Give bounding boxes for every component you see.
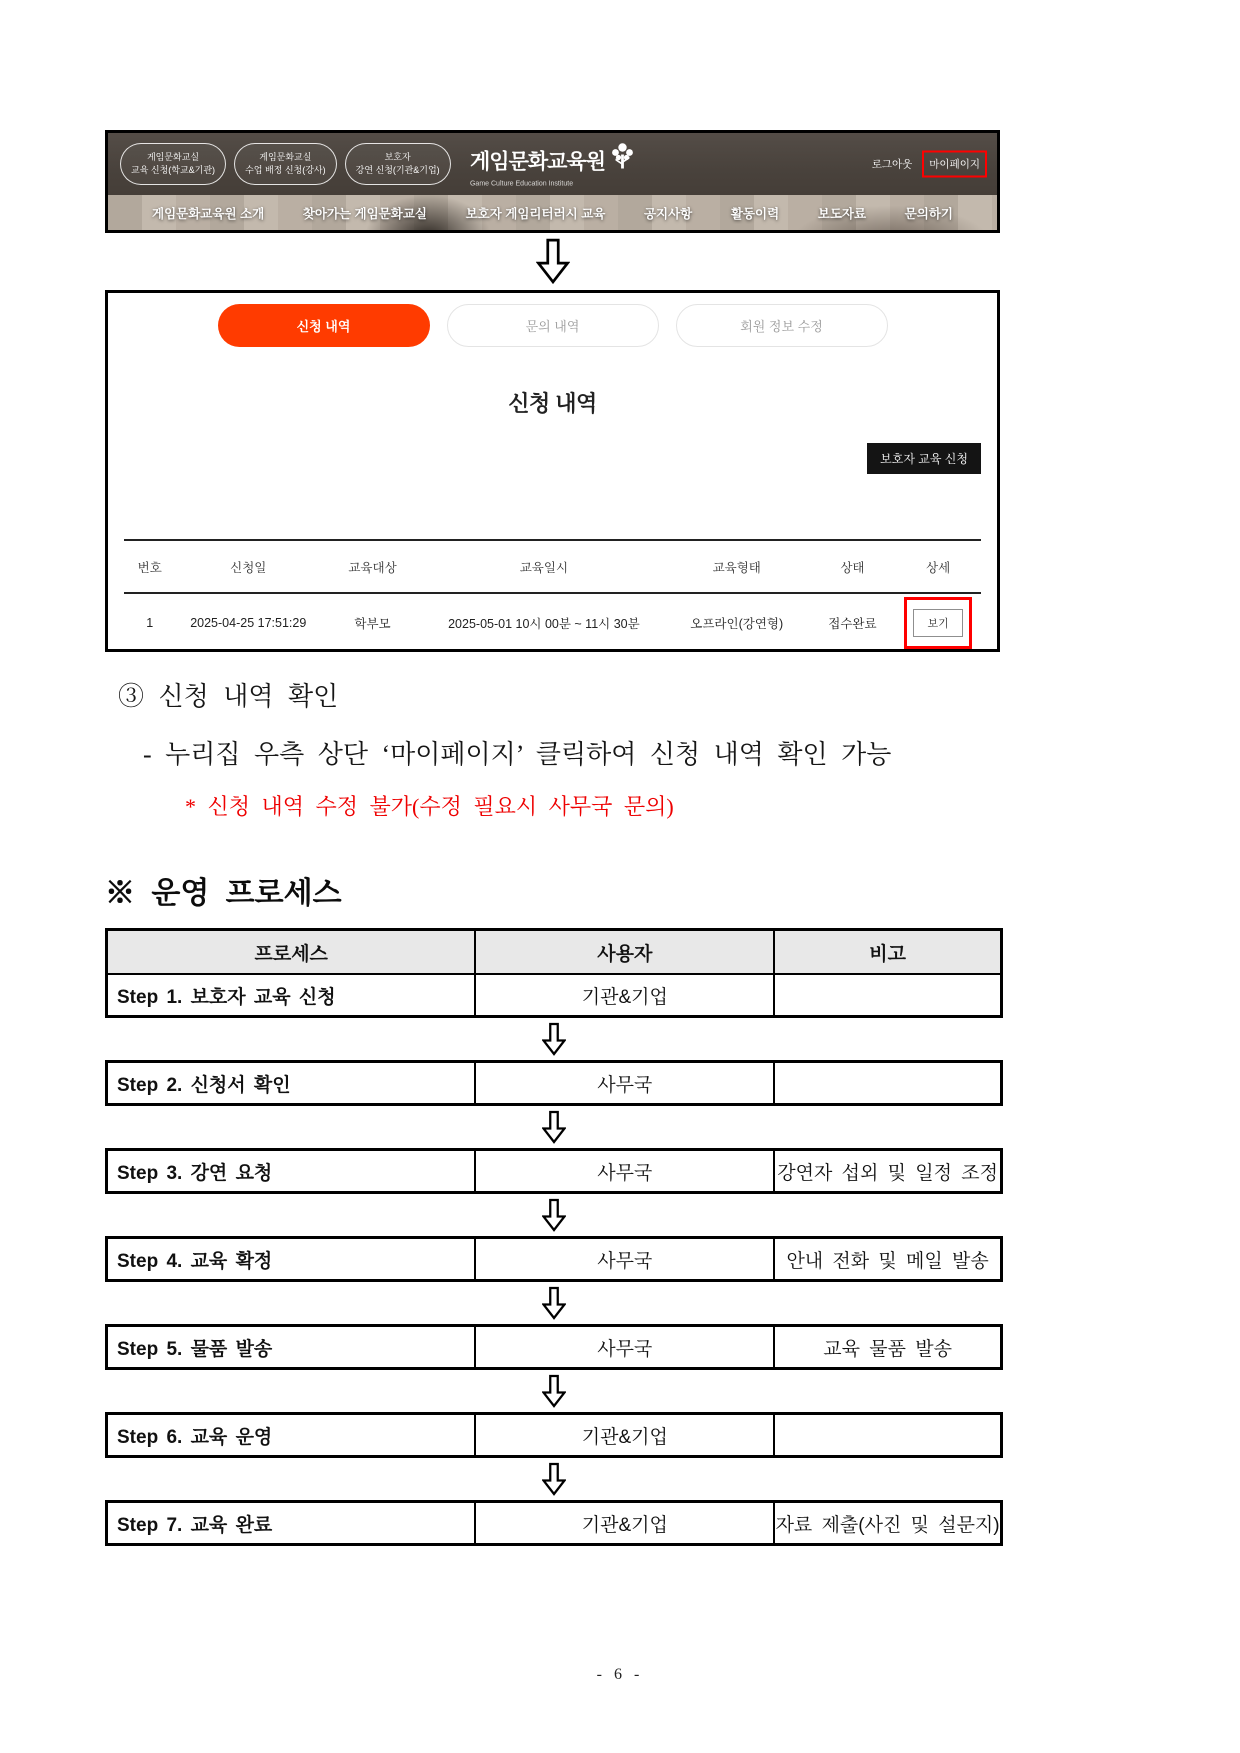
instruction-bullet: - 누리집 우측 상단 ‘마이페이지’ 클릭하여 신청 내역 확인 가능: [143, 740, 892, 769]
process-step-row: [108, 973, 1000, 1015]
site-header-screenshot: [105, 130, 1000, 233]
tab-2[interactable]: 문의 내역: [447, 304, 659, 347]
process-cell: 강연자 섭외 및 일정 조정: [777, 1162, 998, 1184]
column-header: 번호: [137, 560, 162, 575]
process-cell: 기관&기업: [476, 1503, 775, 1543]
process-cell: 사무국: [476, 1239, 775, 1279]
process-cell: 안내 전화 및 메일 발송: [786, 1250, 989, 1272]
application-table-row: [124, 594, 981, 652]
quick-link-pill-2[interactable]: [234, 143, 337, 185]
nav-item-1[interactable]: 게임문화교육원 소개: [152, 206, 265, 221]
process-step-box-2: [105, 1060, 1003, 1106]
down-arrow-icon: [105, 1462, 1003, 1496]
process-header-cell: 사용자: [476, 931, 775, 973]
column-header: 상태: [840, 560, 865, 575]
process-cell: Step 6. 교육 운영: [108, 1415, 476, 1455]
down-arrow-icon: [105, 1374, 1003, 1408]
column-header: 신청일: [230, 560, 267, 575]
process-step-box-5: [105, 1324, 1003, 1370]
process-cell: [775, 1415, 1000, 1455]
site-logo[interactable]: [470, 141, 635, 188]
process-cell: [775, 975, 1000, 1015]
down-arrow-icon: [105, 1110, 1003, 1144]
down-arrow-icon: [536, 238, 570, 284]
process-step-box-6: [105, 1412, 1003, 1458]
application-table: [124, 539, 981, 652]
tab-1[interactable]: 신청 내역: [218, 304, 430, 347]
panel-title: 신청 내역: [508, 391, 597, 416]
process-cell: 기관&기업: [476, 1415, 775, 1455]
process-step-row: [108, 1415, 1000, 1455]
site-logo-subtitle: Game Culture Education Institute: [469, 180, 574, 188]
quick-link-line1: 보호자: [384, 151, 411, 162]
mypage-tabs: [108, 304, 997, 347]
guardian-education-apply-button[interactable]: 보호자 교육 신청: [867, 443, 981, 474]
mypage-panel-screenshot: [105, 290, 1000, 652]
quick-link-line2: 강연 신청(기관&기업): [355, 165, 440, 175]
site-logo-title: 게임문화교육원: [469, 150, 606, 173]
page-number: - 6 -: [596, 1666, 644, 1683]
site-header-top: [108, 133, 997, 195]
column-header: 교육대상: [348, 560, 397, 575]
process-step-box-3: [105, 1148, 1003, 1194]
instruction-heading: [118, 676, 338, 713]
row-cell: 접수완료: [828, 617, 877, 631]
quick-link-pill-1[interactable]: [120, 143, 226, 185]
process-cell: 교육 물품 발송: [823, 1338, 952, 1360]
process-step-row: [108, 1239, 1000, 1279]
quick-link-line2: 교육 신청(학교&기관): [131, 165, 216, 175]
quick-link-line2: 수업 배정 신청(강사): [245, 165, 326, 175]
down-arrow-icon: [105, 1198, 1003, 1232]
detail-annotation-box: [904, 597, 971, 649]
row-cell: 학부모: [354, 617, 391, 631]
column-header: 상세: [926, 560, 951, 575]
mypage-link-highlighted[interactable]: 마이페이지: [922, 151, 987, 178]
process-cell: 사무국: [476, 1327, 775, 1367]
process-cell: Step 5. 물품 발송: [108, 1327, 476, 1367]
column-header: 교육일시: [519, 560, 569, 575]
logout-link[interactable]: 로그아웃: [871, 158, 913, 171]
process-cell: [775, 1063, 1000, 1103]
quick-link-buttons: [120, 143, 451, 185]
process-cell: 사무국: [476, 1151, 775, 1191]
process-step-row: [108, 1151, 1000, 1191]
process-cell: Step 1. 보호자 교육 신청: [108, 975, 476, 1015]
instruction-note-red: * 신청 내역 수정 불가(수정 필요시 사무국 문의): [185, 794, 674, 819]
row-cell-detail: [895, 597, 981, 649]
view-button[interactable]: 보기: [913, 609, 962, 637]
process-header-row: [108, 931, 1000, 973]
tab-3[interactable]: 회원 정보 수정: [676, 304, 888, 347]
process-cell: 기관&기업: [476, 975, 775, 1015]
instruction-title: 신청 내역 확인: [158, 682, 339, 711]
process-header-cell: 비고: [869, 943, 906, 965]
quick-link-line1: 게임문화교실: [259, 151, 312, 162]
tree-logo-icon: [609, 141, 635, 180]
application-table-header: [124, 539, 981, 594]
quick-link-line1: 게임문화교실: [146, 151, 200, 162]
process-section: [105, 868, 1003, 1546]
nav-item-2[interactable]: 찾아가는 게임문화교실: [302, 206, 427, 221]
instruction-marker: ③: [118, 682, 145, 711]
process-cell: Step 2. 신청서 확인: [108, 1063, 476, 1103]
process-step-box-4: [105, 1236, 1003, 1282]
process-cell: Step 3. 강연 요청: [108, 1151, 476, 1191]
process-cell: 사무국: [476, 1063, 775, 1103]
nav-item-4[interactable]: 공지사항: [643, 206, 693, 221]
nav-item-6[interactable]: 보도자료: [817, 206, 867, 221]
process-step-row: [108, 1503, 1000, 1543]
process-step-row: [108, 1063, 1000, 1103]
nav-item-7[interactable]: 문의하기: [904, 206, 953, 221]
process-cell: Step 7. 교육 완료: [108, 1503, 476, 1543]
site-nav-bar: [108, 195, 997, 230]
process-step-box-1: [105, 928, 1003, 1018]
process-flow: [105, 928, 1003, 1546]
nav-item-3[interactable]: 보호자 게임리터러시 교육: [465, 206, 606, 221]
process-header-cell: 프로세스: [108, 931, 476, 973]
row-cell: 2025-05-01 10시 00분 ~ 11시 30분: [448, 617, 640, 631]
process-step-box-7: [105, 1500, 1003, 1546]
process-cell: Step 4. 교육 확정: [108, 1239, 476, 1279]
nav-item-5[interactable]: 활동이력: [730, 206, 780, 221]
down-arrow-icon: [105, 1286, 1003, 1320]
process-heading: ※ 운영 프로세스: [105, 877, 342, 910]
process-cell: 자료 제출(사진 및 설문지): [775, 1514, 1000, 1536]
quick-link-pill-3[interactable]: [345, 143, 451, 185]
down-arrow-icon: [105, 1022, 1003, 1056]
row-cell: 1: [146, 616, 154, 630]
row-cell: 오프라인(강연형): [690, 617, 784, 631]
process-step-row: [108, 1327, 1000, 1367]
column-header: 교육형태: [712, 560, 761, 575]
auth-links: [872, 151, 987, 178]
row-cell: 2025-04-25 17:51:29: [190, 616, 307, 630]
